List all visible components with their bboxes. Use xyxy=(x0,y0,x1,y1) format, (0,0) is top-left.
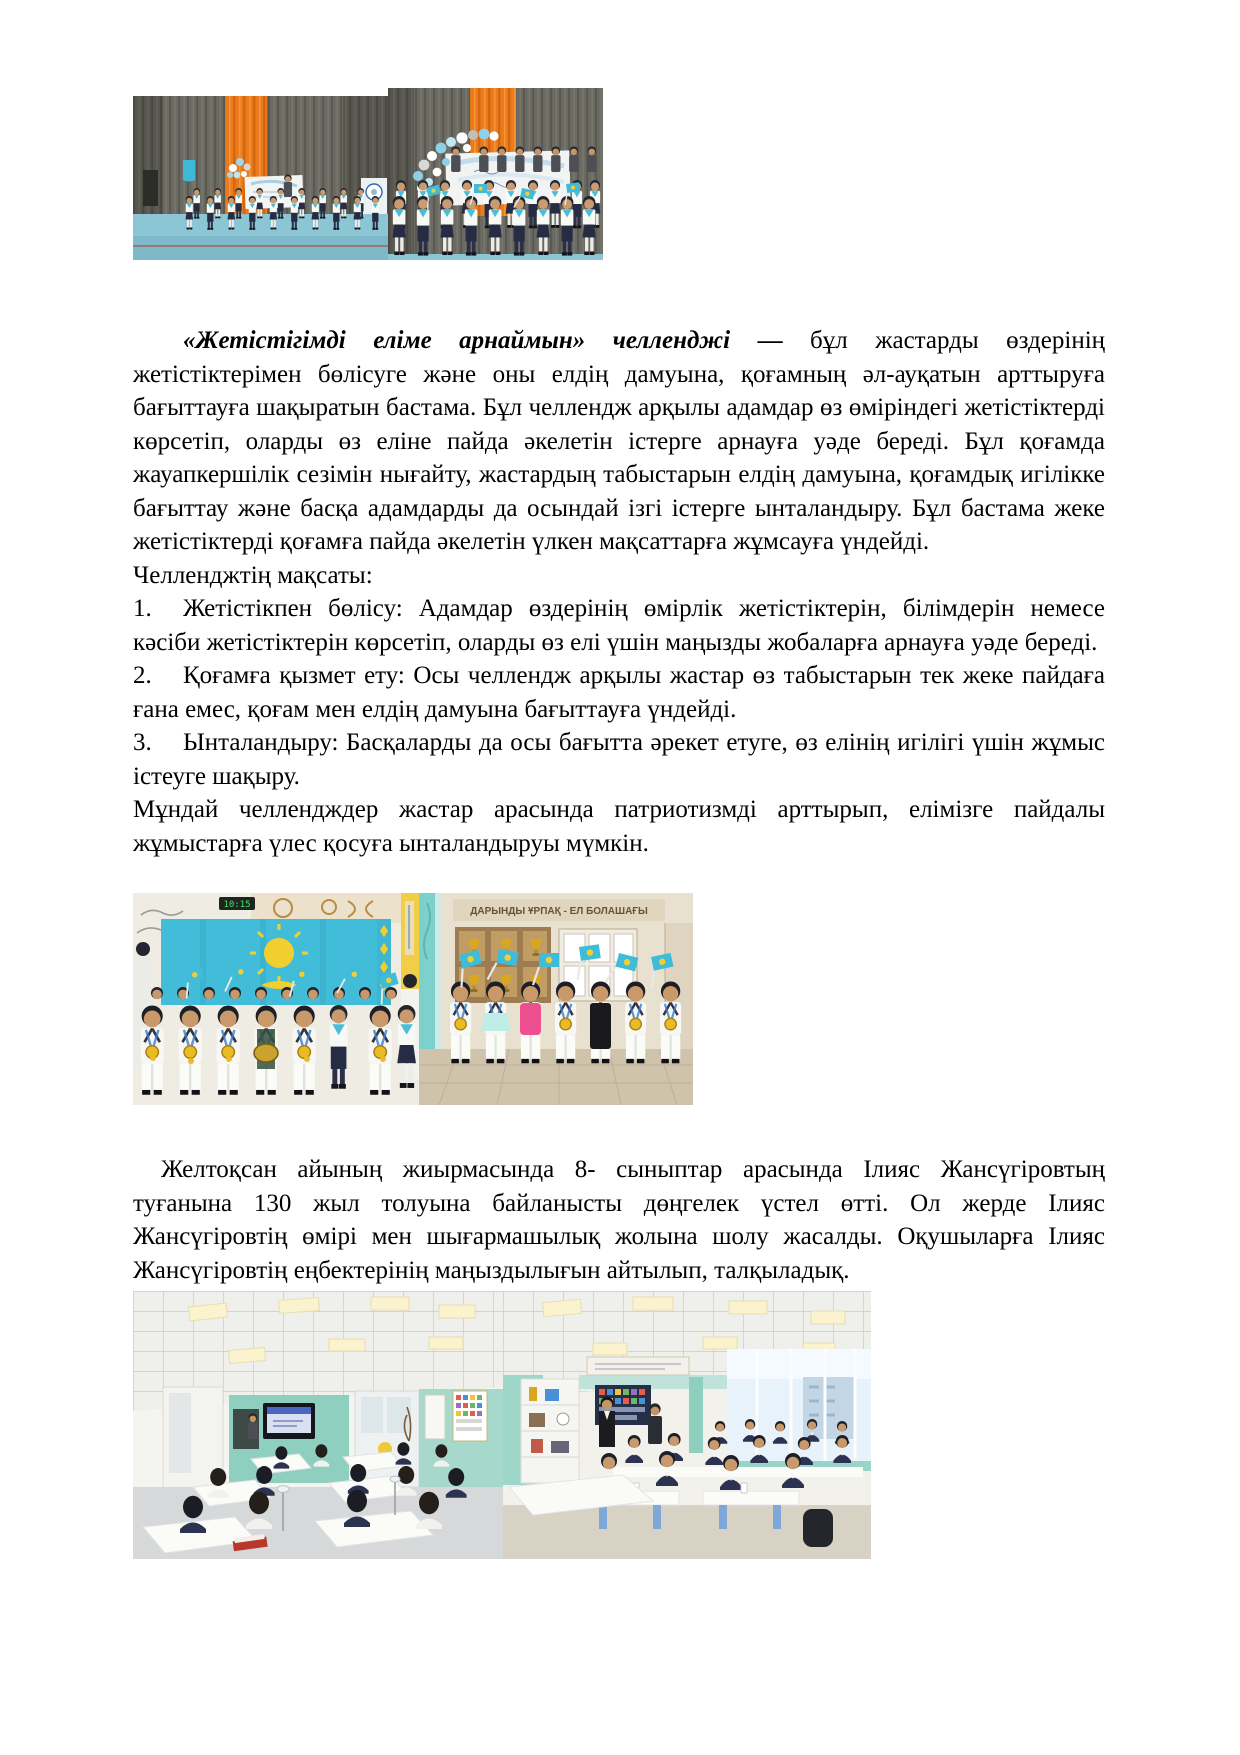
goal-1-number: 1. xyxy=(133,595,152,622)
teacher-figure xyxy=(248,1413,257,1439)
led-clock xyxy=(219,897,255,910)
goals-heading: Челленджтің мақсаты: xyxy=(133,561,373,589)
hall-banner-text: ДАРЫНДЫ ҰРПАҚ - ЕЛ БОЛАШАҒЫ xyxy=(470,906,648,917)
windows xyxy=(727,1349,871,1471)
kazakhstan-flag-large xyxy=(161,919,391,1005)
photo-hallway-awards xyxy=(419,893,693,1105)
shelf-unit xyxy=(521,1379,579,1483)
teacher-standing xyxy=(599,1397,615,1447)
goal-3-text: Ынталандыру: Басқаларды да осы бағытта әрекет етуге, өз елінің игілігі үшін жұмыс істеуге шақыру. xyxy=(133,729,1105,790)
ornament-frieze xyxy=(251,893,419,923)
clock-display: 10:15 xyxy=(223,900,251,910)
photo-classroom-front-view xyxy=(503,1291,871,1559)
paragraph-challenge-intro xyxy=(133,324,1105,559)
hall-banner xyxy=(453,899,665,921)
speaker-box xyxy=(143,170,158,206)
goal-item-3 xyxy=(133,726,1105,793)
backpack xyxy=(803,1509,833,1547)
bottom-photo-row xyxy=(133,1291,1105,1559)
wall-poster xyxy=(425,1395,445,1439)
goal-2-number: 2. xyxy=(133,662,152,689)
assistant-teacher xyxy=(648,1403,662,1444)
photo-assembly-hall-close xyxy=(388,88,603,260)
black-dress xyxy=(590,1003,611,1049)
closing-paragraph: Мұндай челлендждер жастар арасында патриотизмді арттырып, елімізге пайдалы жұмыстарға үлес қосуға ынталандыруы мүмкін. xyxy=(133,796,1105,857)
goal-item-2 xyxy=(133,659,1105,726)
photo-classroom-back-view xyxy=(133,1291,503,1559)
middle-photo-row xyxy=(133,893,1105,1105)
interactive-screen xyxy=(263,1403,315,1439)
wall-banner xyxy=(587,1357,689,1375)
photo-medals-kazakh-flag xyxy=(133,893,419,1105)
paragraph-round-table: Желтоқсан айының жиырмасында 8- сыныптар арасында Ілияс Жансүгіровтың туғанына 130 жыл толуына байланысты дөңгелек үстел өтті. Ол жерде Ілияс Жансүгіровтің өмірі мен шығармашылық жолына шолу жасалды. Оқушыларға Ілияс Жансүгіровтің еңбектерінің маңыздылығын айтылып, талқыладық. xyxy=(133,1156,1105,1284)
periodic-table-poster xyxy=(453,1391,487,1441)
goal-3-number: 3. xyxy=(133,729,152,756)
document-content xyxy=(0,88,1240,1559)
top-photo-row xyxy=(133,88,1105,260)
challenge-title: «Жетістігімді еліме арнаймын» челленджі xyxy=(183,327,731,354)
gym-floor xyxy=(133,214,388,260)
mint-dress xyxy=(481,1013,511,1031)
goal-item-1 xyxy=(133,592,1105,659)
goal-1-text: Жетістікпен бөлісу: Адамдар өздерінің өмірлік жетістіктерін, білімдерін немесе кәсіби жетістіктерін көрсетіп, оларды өз елі үшін маңызды жобаларға арнауға уәде береді. xyxy=(133,595,1105,656)
pink-leotard xyxy=(520,1003,541,1035)
em-dash: — xyxy=(757,327,783,354)
photo-assembly-hall-wide xyxy=(133,96,388,260)
challenge-intro-text: бұл жастарды өздерінің жетістіктерімен бөлісуге және оны елдің дамуына, қоғамның әл-ауқатын арттыруға бағыттауға шақыратын бастама. Бұл челлендж арқылы адамдар өз өміріндегі жетістіктерді көрсетіп, оларды өз еліне пайда әкелетін істерге арнауға уәде береді. Бұл қоғамда жауапкершілік сезімін нығайту, жастардың табыстарын елдің дамуына, қоғамдық игілікке бағыттау және басқа адамдарды да осындай ізгі істерге ынталандыру. Бұл бастама жеке жетістіктерді қоғамға пайда әкелетін үлкен мақсаттарға жұмсауға үндейді. xyxy=(133,327,1106,555)
champion-belt xyxy=(254,1044,278,1062)
goal-2-text: Қоғамға қызмет ету: Осы челлендж арқылы жастар өз табыстарын тек жеке пайдаға ғана емес, қоғам мен елдің дамуына бағыттауға үндейді. xyxy=(133,662,1105,723)
